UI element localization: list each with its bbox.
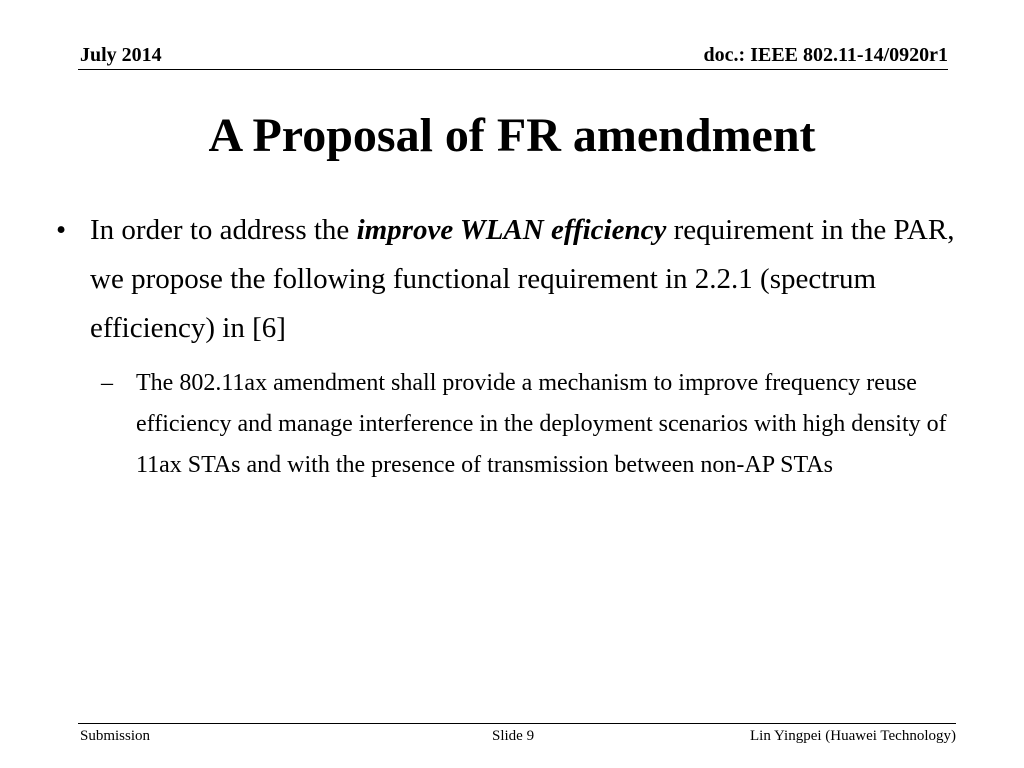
- sub-bullet-marker: –: [101, 370, 113, 396]
- header-doc-id: doc.: IEEE 802.11-14/0920r1: [703, 44, 948, 66]
- header-date: July 2014: [80, 44, 162, 66]
- bullet-text-pre: In order to address the: [90, 214, 357, 246]
- sub-bullet-text: The 802.11ax amendment shall provide a mechanism to improve frequency reuse efficiency and manage interference in the deployment scenarios with high density of 11ax STAs and with the presence of transmission between non-AP STAs: [136, 370, 947, 478]
- bullet-text: [90, 206, 980, 353]
- bullet-marker: •: [56, 214, 67, 246]
- footer-author: Lin Yingpei (Huawei Technology): [750, 728, 956, 744]
- footer-submission: Submission: [80, 728, 151, 744]
- bullet-text-post: requirement in the PAR, we propose the following functional requirement in 2.2.1 (spectrum efficiency) in [6]: [90, 214, 955, 344]
- slide-title: A Proposal of FR amendment: [208, 109, 816, 162]
- bullet-emphasis: improve WLAN efficiency: [356, 214, 667, 246]
- header-divider: [78, 69, 948, 70]
- footer-slide-number: Slide 9: [492, 728, 535, 744]
- footer-divider: [78, 723, 956, 724]
